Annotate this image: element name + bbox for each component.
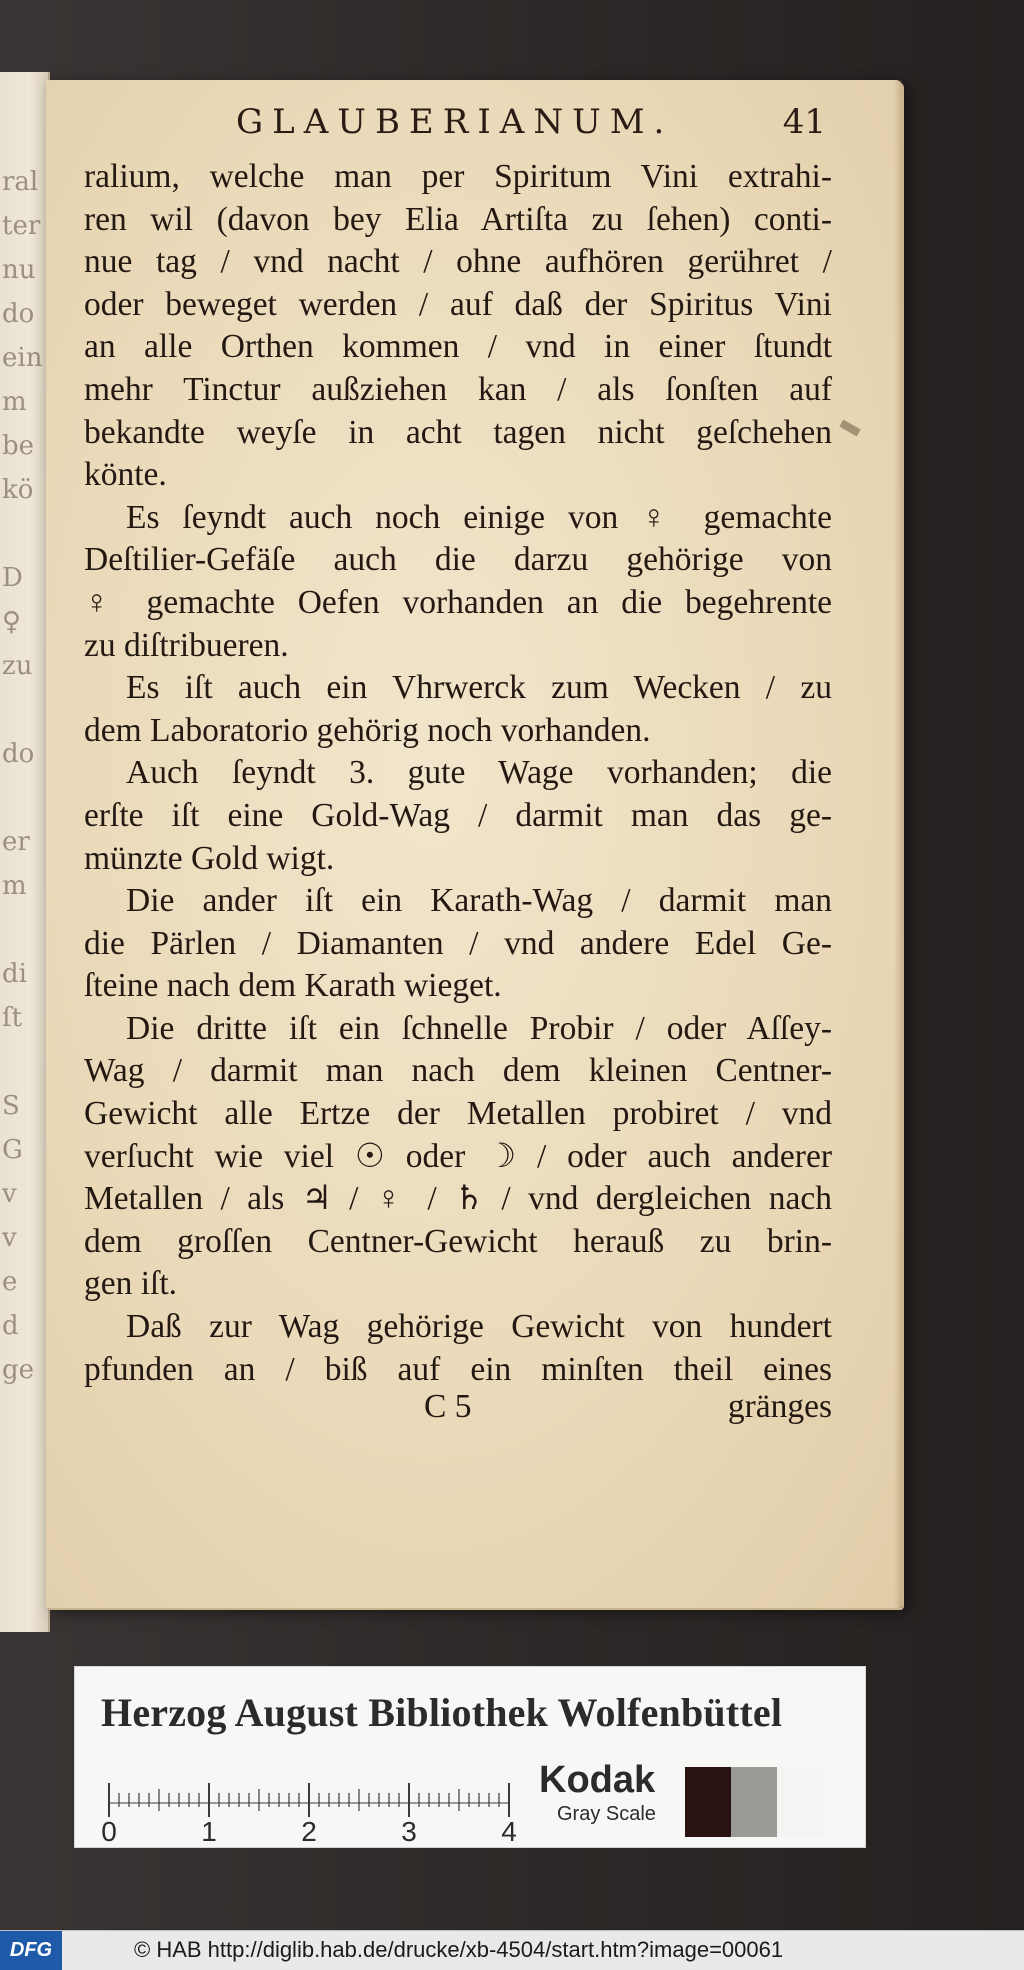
previous-page-fragment (2, 776, 42, 820)
text-line: Auch ſeyndt 3. gute Wage vorhanden; die (126, 754, 832, 792)
page-body-text (84, 156, 832, 1391)
previous-page-fragment: v (2, 1223, 17, 1253)
text-line: bekandte weyſe in acht tagen nicht geſchehen (84, 413, 832, 451)
color-target-card (74, 1666, 866, 1848)
previous-page-fragment: ſt (2, 1003, 23, 1033)
text-line: Es ſeyndt auch noch einige von ♀ gemachte (126, 498, 832, 536)
previous-page-fragment: do (2, 299, 35, 329)
previous-page-fragment: e (2, 1267, 18, 1297)
ruler-number: 4 (501, 1816, 517, 1843)
text-line: Die dritte iſt ein ſchnelle Probir / oder Aſſey- (126, 1009, 832, 1047)
library-name: Herzog August Bibliothek Wolfenbüttel (101, 1690, 783, 1735)
previous-page-fragment: m (2, 387, 27, 417)
text-line: gen iſt. (84, 1265, 178, 1303)
gray-patch-dark (685, 1767, 731, 1837)
text-line: Deſtilier-Gefäſe auch die darzu gehörige von (84, 541, 832, 579)
catchword: gränges (727, 1388, 832, 1425)
ruler-number: 2 (301, 1816, 317, 1843)
text-line: oder beweget werden / auf daß der Spiritus Vini (84, 285, 832, 323)
ruler-number: 0 (101, 1816, 117, 1843)
previous-page-fragment: nu (2, 255, 36, 285)
signature-mark: C 5 (424, 1388, 472, 1425)
previous-page-fragment (2, 908, 42, 952)
previous-page-fragment: ter (2, 211, 41, 241)
text-line: an alle Orthen kommen / vnd in einer ſtundt (84, 328, 832, 366)
previous-page-fragment: er (2, 827, 30, 857)
gray-patch-light (777, 1767, 823, 1837)
previous-page-edge (0, 72, 50, 1632)
previous-page-fragment: ral (2, 167, 39, 197)
text-line: Metallen / als ♃ / ♀ / ♄ / vnd dergleichen nach (84, 1180, 832, 1218)
ruler-number: 1 (201, 1816, 217, 1843)
text-line: Gewicht alle Ertze der Metallen probiret / vnd (84, 1095, 832, 1133)
previous-page-text (2, 160, 42, 1392)
text-line: dem Laboratorio gehörig noch vorhanden. (84, 711, 651, 749)
previous-page-fragment: D (2, 563, 23, 593)
previous-page-fragment: m (2, 871, 27, 901)
text-line: ſteine nach dem Karath wieget. (84, 967, 502, 1005)
text-line: münzte Gold wigt. (84, 839, 335, 877)
page-header (186, 102, 826, 142)
text-line: ♀ gemachte Oefen vorhanden an die begehrente (84, 583, 832, 621)
previous-page-fragment: ge (2, 1355, 35, 1385)
page-number: 41 (782, 102, 826, 142)
text-line: Daß zur Wag gehörige Gewicht von hundert (126, 1308, 832, 1346)
text-line: nue tag / vnd nacht / ohne aufhören gerühret / (84, 243, 832, 281)
page-edge-shadow (894, 80, 902, 1608)
gray-patch-mid (731, 1767, 777, 1837)
text-line: könte. (84, 456, 167, 494)
previous-page-fragment (2, 1040, 42, 1084)
page-footer (84, 1388, 832, 1432)
copyright-link[interactable]: © HAB http://diglib.hab.de/drucke/xb-4504/start.htm?image=00061 (134, 1937, 784, 1962)
previous-page-fragment: ein (2, 343, 42, 373)
text-line: Wag / darmit man nach dem kleinen Centner- (84, 1052, 832, 1090)
ink-blot (839, 420, 860, 437)
ruler-number: 3 (401, 1816, 417, 1843)
previous-page-fragment: S (2, 1091, 20, 1121)
text-line: erſte iſt eine Gold-Wag / darmit man das ge- (84, 796, 832, 834)
previous-page-fragment (2, 688, 42, 732)
measurement-ruler (101, 1763, 521, 1843)
previous-page-fragment: di (2, 959, 27, 989)
text-line: Es iſt auch ein Vhrwerck zum Wecken / zu (126, 669, 832, 707)
text-line: Die ander iſt ein Karath-Wag / darmit man (126, 882, 832, 920)
text-line: mehr Tinctur außziehen kan / als ſonſten auf (84, 370, 832, 408)
running-title: GLAUBERIANUM. (236, 102, 674, 142)
text-line: pfunden an / biß auf ein minſten theil eines (84, 1350, 832, 1388)
previous-page-fragment: zu (2, 651, 33, 681)
previous-page-fragment: be (2, 431, 35, 461)
previous-page-fragment: v (2, 1179, 17, 1209)
previous-page-fragment (2, 512, 42, 556)
text-line: zu diſtribueren. (84, 626, 289, 664)
footer-bar (0, 1930, 1024, 1970)
text-line: ren wil (davon bey Elia Artiſta zu ſehen) conti- (84, 200, 832, 238)
dfg-logo: DFG (0, 1931, 62, 1970)
gray-scale-label: Gray Scale (557, 1803, 656, 1825)
previous-page-fragment: d (2, 1311, 19, 1341)
text-line: die Pärlen / Diamanten / vnd andere Edel Ge- (84, 924, 832, 962)
previous-page-fragment: kö (2, 475, 34, 505)
text-line: ralium, welche man per Spiritum Vini extrahi- (84, 158, 832, 195)
text-line: verſucht wie viel ☉ oder ☽ / oder auch anderer (84, 1137, 832, 1175)
previous-page-fragment: ♀ (2, 607, 22, 637)
kodak-logo: Kodak (539, 1759, 656, 1801)
previous-page-fragment: do (2, 739, 35, 769)
text-line: dem groſſen Centner-Gewicht herauß zu brin- (84, 1222, 832, 1260)
previous-page-fragment: G (2, 1135, 23, 1165)
book-page (46, 80, 902, 1608)
